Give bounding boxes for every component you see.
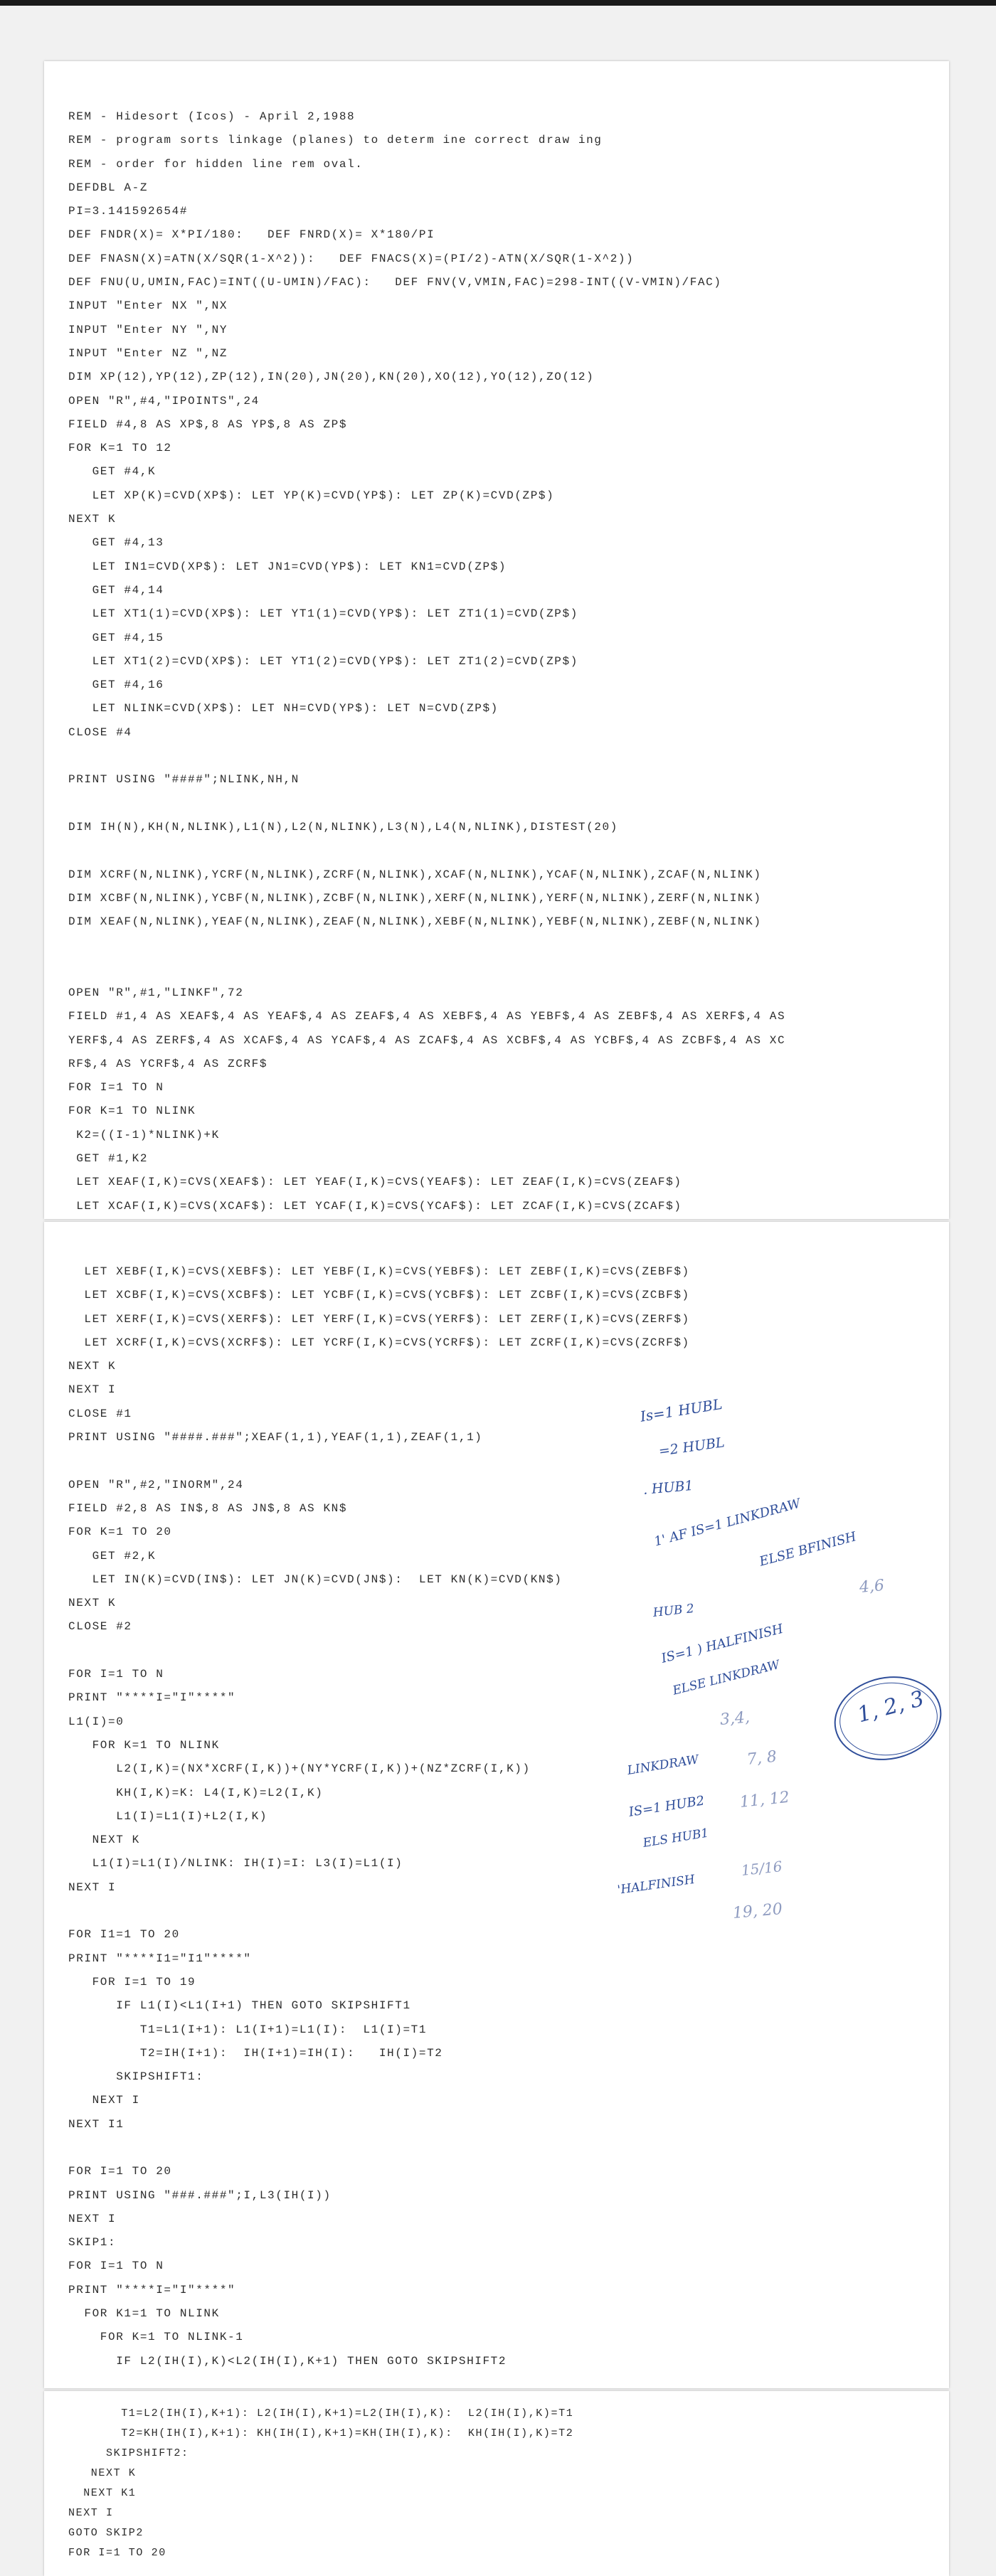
handwritten-note: HUB 2 — [652, 1602, 695, 1620]
top-bar — [0, 0, 996, 6]
handwritten-note: 7, 8 — [746, 1747, 778, 1769]
handwritten-note: 15/16 — [740, 1858, 783, 1879]
handwritten-note: 1' AF IS=1 LINKDRAW — [652, 1496, 802, 1550]
handwritten-note: ELS HUB1 — [642, 1826, 710, 1851]
handwritten-note: IS=1 ) HALFINISH — [659, 1621, 785, 1666]
handwritten-note: 19, 20 — [731, 1900, 783, 1922]
handwritten-note: =2 HUBL — [657, 1435, 726, 1459]
handwritten-note: 4,6 — [858, 1576, 885, 1597]
handwritten-note: Is=1 HUBL — [639, 1395, 724, 1425]
handwritten-note: 3,4, — [719, 1708, 751, 1729]
handwritten-note: . HUB1 — [642, 1477, 694, 1498]
handwritten-note: LINKDRAW — [626, 1752, 700, 1778]
handwritten-note: ELSE LINKDRAW — [671, 1657, 782, 1698]
handwritten-note: IS=1 HUB2 — [627, 1793, 706, 1820]
program-listing-part-2: LET XEBF(I,K)=CVS(XEBF$): LET YEBF(I,K)=CVS(YEBF$): LET ZEBF(I,K)=CVS(ZEBF$) LET XCBF(I,K)=CVS(XCBF$): LET YCBF(I,K)=CVS(YCBF$): LET ZCBF(I,K)=CVS(ZCBF$) LET XERF(I,K)=CVS(XERF$): LET YERF(I,K)=CVS(YERF$): LET ZERF(I,K)=CVS(ZERF$) LET XCRF(I,K)=CVS(XCRF$): LET YCRF(I,K)=CVS(YCRF$): LET ZCRF(I,K)=CVS(ZCRF$) NEXT K NEXT I CLOSE #1 PRINT USING "####.###";XEAF(1,1),YEAF(1,1),ZEAF(1,1) OPEN "R",#2,"INORM",24 FIELD #2,8 AS IN$,8 AS JN$,8 AS KN$ FOR K=1 TO 20 GET #2,K LET IN(K)=CVD(IN$): LET JN(K)=CVD(JN$): LET KN(K)=CVD(KN$) NEXT K CLOSE #2 FOR I=1 TO N PRINT "****I="I"****" L1(I)=0 FOR K=1 TO NLINK L2(I,K)=(NX*XCRF(I,K))+(NY*YCRF(I,K))+(NZ*ZCRF(I,K)) KH(I,K)=K: L4(I,K)=L2(I,K) L1(I)=L1(I)+L2(I,K) NEXT K L1(I)=L1(I)/NLINK: IH(I)=I: L3(I)=L1(I) NEXT I FOR I1=1 TO 20 PRINT "****I1="I1"****" FOR I=1 TO 19 IF L1(I)<L1(I+1) THEN GOTO SKIPSHIFT1 T1=L1(I+1): L1(I+1)=L1(I): L1(I)=T1 T2=IH(I+1): IH(I+1)=IH(I): IH(I)=T2 SKIPSHIFT1: NEXT I NEXT I1 FOR I=1 TO 20 PRINT USING "###.###";I,L3(IH(I)) NEXT I SKIP1: FOR I=1 TO N PRINT "****I="I"****" FOR K1=1 TO NLINK FOR K=1 TO NLINK-1 IF L2(IH(I),K)<L2(IH(I),K+1) THEN GOTO SKIPSHIFT2 — [68, 1265, 690, 2368]
handwritten-note: 11, 12 — [738, 1788, 790, 1811]
program-listing-part-1: REM - Hidesort (Icos) - April 2,1988 REM - program sorts linkage (planes) to determ ine correct draw ing REM - order for hidden line rem oval. DEFDBL A-Z PI=3.141592654# DEF FNDR(X)= X*PI/180: DEF FNRD(X)= X*180/PI DEF FNASN(X)=ATN(X/SQR(1-X^2)): DEF FNACS(X)=(PI/2)-ATN(X/SQR(1-X^2)) DEF FNU(U,UMIN,FAC)=INT((U-UMIN)/FAC): DEF FNV(V,VMIN,FAC)=298-INT((V-VMIN)/FAC) INPUT "Enter NX ",NX INPUT "Enter NY ",NY INPUT "Enter NZ ",NZ DIM XP(12),YP(12),ZP(12),IN(20),JN(20),KN(20),XO(12),YO(12),ZO(12) OPEN "R",#4,"IPOINTS",24 FIELD #4,8 AS XP$,8 AS YP$,8 AS ZP$ FOR K=1 TO 12 GET #4,K LET XP(K)=CVD(XP$): LET YP(K)=CVD(YP$): LET ZP(K)=CVD(ZP$) NEXT K GET #4,13 LET IN1=CVD(XP$): LET JN1=CVD(YP$): LET KN1=CVD(ZP$) GET #4,14 LET XT1(1)=CVD(XP$): LET YT1(1)=CVD(YP$): LET ZT1(1)=CVD(ZP$) GET #4,15 LET XT1(2)=CVD(XP$): LET YT1(2)=CVD(YP$): LET ZT1(2)=CVD(ZP$) GET #4,16 LET NLINK=CVD(XP$): LET NH=CVD(YP$): LET N=CVD(ZP$) CLOSE #4 PRINT USING "####";NLINK,NH,N DIM IH(N),KH(N,NLINK),L1(N),L2(N,NLINK),L3(N),L4(N,NLINK),DISTEST(20) DIM XCRF(N,NLINK),YCRF(N,NLINK),ZCRF(N,NLINK),XCAF(N,NLINK),YCAF(N,NLINK),ZCAF(N,NLINK) DIM XCBF(N,NLINK),YCBF(N,NLINK),ZCBF(N,NLINK),XERF(N,NLINK),YERF(N,NLINK),ZERF(N,NLINK) DIM XEAF(N,NLINK),YEAF(N,NLINK),ZEAF(N,NLINK),XEBF(N,NLINK),YEBF(N,NLINK),ZEBF(N,NLINK) OPEN "R",#1,"LINKF",72 FIELD #1,4 AS XEAF$,4 AS YEAF$,4 AS ZEAF$,4 AS XEBF$,4 AS YEBF$,4 AS ZEBF$,4 AS XERF$,4 AS YERF$,4 AS ZERF$,4 AS XCAF$,4 AS YCAF$,4 AS ZCAF$,4 AS XCBF$,4 AS YCBF$,4 AS ZCBF$,4 AS XC RF$,4 AS YCRF$,4 AS ZCRF$ FOR I=1 TO N FOR K=1 TO NLINK K2=((I-1)*NLINK)+K GET #1,K2 LET XEAF(I,K)=CVS(XEAF$): LET YEAF(I,K)=CVS(YEAF$): LET ZEAF(I,K)=CVS(ZEAF$) LET XCAF(I,K)=CVS(XCAF$): LET YCAF(I,K)=CVS(YCAF$): LET ZCAF(I,K)=CVS(ZCAF$) — [68, 110, 786, 1213]
program-listing-part-3: T1=L2(IH(I),K+1): L2(IH(I),K+1)=L2(IH(I),K): L2(IH(I),K)=T1 T2=KH(IH(I),K+1): KH(IH(I),K+1)=KH(IH(I),K): KH(IH(I),K)=T2 SKIPSHIFT2: NEXT K NEXT K1 NEXT I GOTO SKIP2 FOR I=1 TO 20 — [68, 2407, 574, 2559]
handwritten-note: ELSE BFINISH — [758, 1529, 858, 1570]
printout-sheet-3 — [44, 2391, 949, 2576]
printout-sheet-2 — [44, 1222, 949, 2388]
handwritten-note: 'HALFINISH — [616, 1872, 696, 1898]
handwritten-circled-note: 1, 2, 3 — [854, 1686, 927, 1728]
printout-sheet-1 — [44, 61, 949, 1219]
